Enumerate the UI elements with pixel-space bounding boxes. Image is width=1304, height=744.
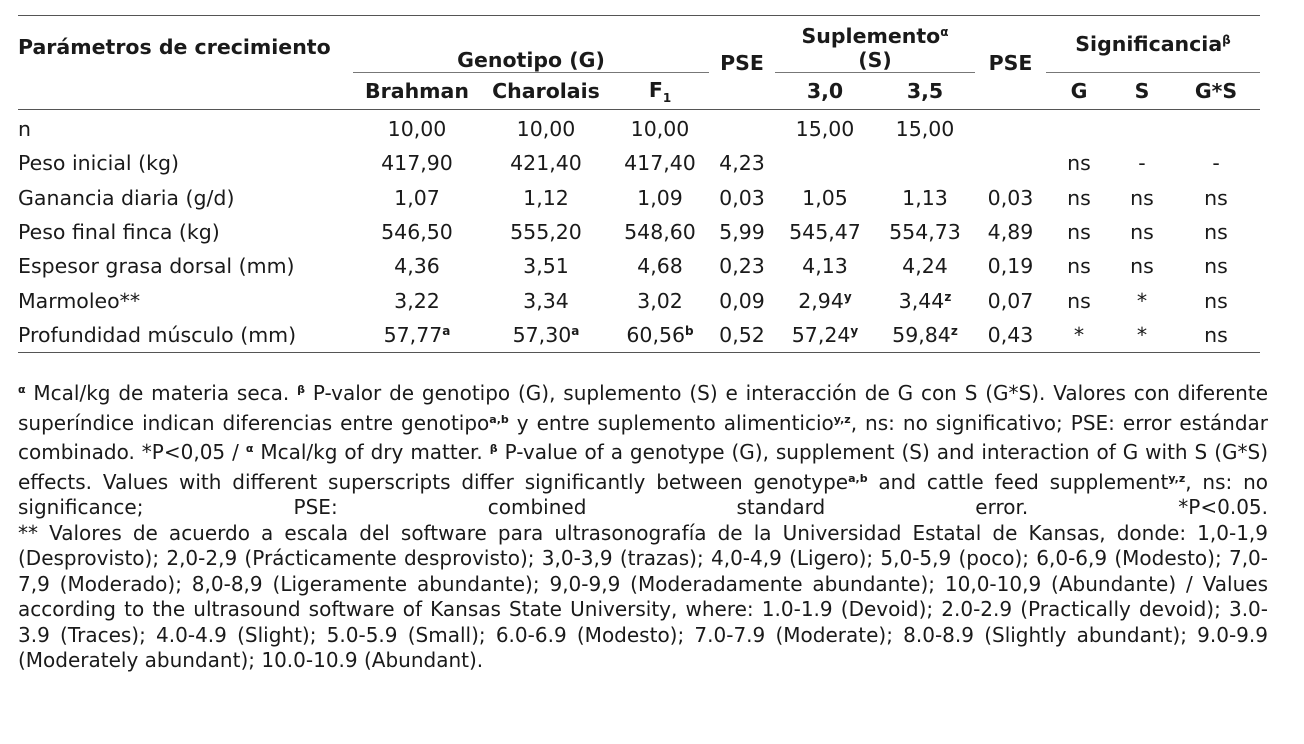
table-cell [1046, 283, 1112, 317]
table-cell [481, 283, 611, 317]
cell-value: 4,36 [394, 254, 440, 279]
table-cell [1112, 215, 1172, 249]
table-cell [975, 110, 1046, 147]
table-cell [1112, 146, 1172, 180]
cell-value: 15,00 [795, 117, 855, 142]
cell-value: ns [1204, 322, 1228, 347]
table-cell [1046, 215, 1112, 249]
cell-superscript: y [850, 323, 859, 338]
table-row [18, 146, 1260, 180]
table-cell [875, 318, 975, 353]
table-cell [709, 146, 775, 180]
row-label: Peso final finca (kg) [18, 220, 220, 245]
cell-value: 0,23 [719, 254, 765, 279]
supplement-35-header: 3,5 [906, 79, 944, 103]
footnote-superscript: a,b [489, 412, 509, 426]
table-cell [709, 249, 775, 283]
pse-header-genotype: PSE [720, 50, 764, 75]
table-cell [481, 146, 611, 180]
supplement-group-sup: α [940, 25, 949, 39]
table-cell [1046, 318, 1112, 353]
table-cell [353, 318, 481, 353]
table-cell [353, 283, 481, 317]
table-cell [1046, 146, 1112, 180]
table-cell [709, 110, 775, 147]
table-cell [1172, 146, 1260, 180]
cell-value: 5,99 [719, 220, 765, 245]
cell-value: 0,52 [719, 322, 765, 347]
cell-value: 4,24 [902, 254, 948, 279]
growth-table-container [18, 15, 1260, 353]
table-cell [353, 110, 481, 147]
table-cell [1172, 215, 1260, 249]
significance-s-header: S [1134, 79, 1150, 103]
table-cell [1172, 283, 1260, 317]
cell-value: 0,19 [987, 254, 1034, 279]
cell-value: 1,09 [637, 185, 683, 210]
significance-group-label: Significancia [1075, 32, 1223, 56]
table-cell [875, 181, 975, 215]
table-cell [875, 215, 975, 249]
table-cell [481, 318, 611, 353]
cell-value: ns [1067, 151, 1091, 176]
cell-value: ns [1130, 185, 1154, 210]
table-cell [709, 283, 775, 317]
table-cell [709, 215, 775, 249]
genotype-group-label: Genotipo (G) [457, 48, 605, 72]
cell-value: ns [1067, 185, 1091, 210]
table-cell [353, 146, 481, 180]
table-cell [1172, 110, 1260, 147]
table-cell [1112, 249, 1172, 283]
table-cell [481, 249, 611, 283]
table-cell [709, 318, 775, 353]
cell-value: 0,09 [719, 288, 765, 313]
genotype-brahman-header: Brahman [365, 79, 469, 103]
table-cell [1172, 181, 1260, 215]
table-body [18, 110, 1260, 353]
cell-value: 3,51 [523, 254, 569, 279]
supplement-group-header [775, 16, 975, 73]
footnote-superscript: a,b [848, 471, 868, 485]
table-cell [611, 181, 709, 215]
cell-value: 546,50 [381, 220, 453, 245]
supplement-group-label: Suplemento [801, 24, 941, 48]
cell-value: 1,13 [902, 185, 948, 210]
row-label: Peso inicial (kg) [18, 151, 179, 176]
footnote-text: Mcal/kg of dry matter. [253, 440, 490, 464]
supplement-30-header: 3,0 [806, 79, 844, 103]
cell-value: ns [1204, 254, 1228, 279]
table-cell [709, 181, 775, 215]
param-column-header: Parámetros de crecimiento [18, 35, 331, 59]
table-cell [975, 215, 1046, 249]
cell-value: 2,94 [798, 288, 844, 313]
table-cell [875, 249, 975, 283]
cell-superscript: z [950, 323, 958, 338]
cell-value: 417,90 [381, 151, 453, 176]
cell-value: 10,00 [516, 117, 576, 142]
table-cell [1112, 181, 1172, 215]
footnote-text: , ns: no significativo; PSE: error estándar combinado. *P<0,05 / [18, 410, 1269, 464]
table-cell [975, 283, 1046, 317]
table-cell [611, 318, 709, 353]
table-row [18, 249, 1260, 283]
cell-value: 555,20 [510, 220, 582, 245]
table-cell [353, 249, 481, 283]
cell-superscript: b [685, 323, 694, 338]
genotype-f1-subscript: 1 [662, 90, 672, 105]
cell-value: 1,05 [802, 185, 848, 210]
table-cell [611, 146, 709, 180]
genotype-group-header [353, 16, 709, 73]
table-cell [1112, 318, 1172, 353]
table-row [18, 215, 1260, 249]
footnote-superscript: y,z [1168, 471, 1186, 485]
table-cell [611, 110, 709, 147]
table-cell [875, 283, 975, 317]
cell-value: 0,43 [987, 322, 1034, 347]
cell-value: 59,84 [892, 322, 951, 347]
significance-group-sup: β [1222, 33, 1231, 47]
footnote-text: P-value of a genotype (G), supplement (S) and interaction of G with S (G*S) effects. Values with different superscripts differ significantly between genotype [18, 440, 1268, 494]
table-cell [775, 283, 875, 317]
cell-value: - [1138, 151, 1146, 176]
footnote-superscript: y,z [833, 412, 851, 426]
table-cell [353, 181, 481, 215]
table-cell [481, 110, 611, 147]
table-footnotes [18, 377, 1268, 674]
cell-value: 3,02 [637, 288, 683, 313]
table-cell [975, 249, 1046, 283]
cell-superscript: a [442, 323, 451, 338]
table-cell [875, 110, 975, 147]
cell-value: 4,89 [987, 220, 1034, 245]
table-cell [1046, 181, 1112, 215]
cell-value: 421,40 [510, 151, 582, 176]
cell-value: ns [1204, 185, 1228, 210]
cell-superscript: y [843, 289, 852, 304]
row-label: Profundidad músculo (mm) [18, 322, 297, 347]
table-cell [481, 181, 611, 215]
cell-value: - [1212, 151, 1220, 176]
table-cell [1172, 249, 1260, 283]
cell-value: 3,44 [898, 288, 945, 313]
table-cell [975, 318, 1046, 353]
cell-value: * [1136, 288, 1148, 313]
cell-value: ns [1067, 288, 1091, 313]
cell-value: 0,03 [719, 185, 765, 210]
cell-value: 0,07 [987, 288, 1034, 313]
significance-group-header [1046, 16, 1260, 73]
table-row [18, 283, 1260, 317]
cell-value: ns [1204, 220, 1228, 245]
footnote-superscript: α [18, 383, 26, 396]
table-cell [353, 215, 481, 249]
cell-value: 1,07 [394, 185, 440, 210]
cell-value: 545,47 [789, 220, 861, 245]
table-cell [975, 181, 1046, 215]
row-label: Ganancia diaria (g/d) [18, 185, 235, 210]
footnote-text: P-valor de genotipo (G), suplemento (S) e interacción de G con S (G*S). Valores con diferente superíndice indican diferencias entre genotipo [18, 381, 1269, 435]
table-cell [611, 215, 709, 249]
cell-value: 3,34 [523, 288, 569, 313]
cell-value: 4,13 [802, 254, 848, 279]
row-label: Marmoleo** [18, 288, 141, 313]
cell-superscript: a [571, 323, 580, 338]
row-label: n [18, 117, 31, 142]
pse-header-supplement: PSE [988, 50, 1033, 75]
table-row [18, 318, 1260, 353]
cell-value: 57,77 [383, 322, 443, 347]
table-cell [1172, 318, 1260, 353]
footnote-text: Mcal/kg de materia seca. [25, 381, 298, 405]
significance-gs-header: G*S [1194, 79, 1238, 103]
cell-value: ns [1204, 288, 1228, 313]
cell-value: ns [1067, 220, 1091, 245]
cell-value: ns [1130, 220, 1154, 245]
table-cell [775, 249, 875, 283]
table-cell [775, 146, 875, 180]
footnote-text: y entre suplemento alimenticio [508, 410, 834, 435]
table-cell [875, 146, 975, 180]
footnote-superscript: β [489, 442, 498, 455]
cell-value: 10,00 [387, 117, 447, 142]
table-cell [975, 146, 1046, 180]
table-cell [775, 318, 875, 353]
row-label: Espesor grasa dorsal (mm) [18, 254, 295, 279]
table-cell [775, 110, 875, 147]
cell-superscript: z [944, 289, 952, 304]
footnote-legend [18, 377, 1268, 521]
growth-parameters-table [18, 15, 1260, 353]
cell-value: 554,73 [889, 220, 961, 245]
cell-value: 3,22 [394, 288, 440, 313]
cell-value: 60,56 [626, 322, 686, 347]
footnote-marbling-scale: ** Valores de acuerdo a escala del software para ultrasonografía de la Universidad Estatal de Kansas, donde: 1,0-1,9 (Desprovisto); 2,0-2,9 (Prácticamente desprovisto); 3,0-3,9 (trazas); 4,0-4,9 (Ligero); 5,0-5,9 (poco); 6,0-6,9 (Modesto); 7,0-7,9 (Moderado); 8,0-8,9 (Ligeramente abundante); 9,0-9,9 (Moderadamente abundante); 10,0-10,9 (Abundante) / Values according to the ultrasound software of Kansas State University, where: 1.0-1.9 (Devoid); 2.0-2.9 (Practically devoid); 3.0-3.9 (Traces); 4.0-4.9 (Slight); 5.0-5.9 (Small); 6.0-6.9 (Modesto); 7.0-7.9 (Moderate); 8.0-8.9 (Slightly abundant); 9.0-9.9 (Moderately abundant); 10.0-10.9 (Abundant). [18, 520, 1268, 672]
significance-g-header: G [1070, 79, 1088, 103]
cell-value: 1,12 [523, 185, 569, 210]
cell-value: 4,68 [637, 254, 683, 279]
footnote-text: , ns: no significance; PSE: combined standard error. *P<0.05. [18, 469, 1268, 519]
cell-value: * [1136, 322, 1148, 347]
table-cell [611, 249, 709, 283]
table-cell [481, 215, 611, 249]
cell-value: 15,00 [895, 117, 955, 142]
table-cell [775, 215, 875, 249]
cell-value: ns [1130, 254, 1154, 279]
supplement-group-label-line2: (S) [858, 48, 892, 72]
cell-value: ns [1067, 254, 1091, 279]
table-row [18, 181, 1260, 215]
footnote-text: and cattle feed supplement [867, 469, 1169, 494]
footnote-superscript: α [245, 442, 254, 455]
table-cell [1112, 283, 1172, 317]
footnote-superscript: β [297, 383, 305, 396]
header-row-groups [18, 16, 1260, 73]
genotype-f1-label: F [648, 77, 663, 102]
table-cell [775, 181, 875, 215]
cell-value: 57,30 [512, 322, 572, 347]
table-cell [1046, 249, 1112, 283]
genotype-charolais-header: Charolais [492, 79, 600, 103]
cell-value: 4,23 [719, 151, 765, 176]
cell-value: * [1073, 322, 1085, 347]
cell-value: 548,60 [624, 220, 696, 245]
table-cell [1112, 110, 1172, 147]
cell-value: 57,24 [791, 322, 851, 347]
cell-value: 10,00 [630, 117, 690, 142]
table-cell [611, 283, 709, 317]
genotype-f1-header [611, 73, 709, 110]
cell-value: 417,40 [624, 151, 696, 176]
table-cell [1046, 110, 1112, 147]
cell-value: 0,03 [987, 185, 1034, 210]
table-row [18, 110, 1260, 147]
